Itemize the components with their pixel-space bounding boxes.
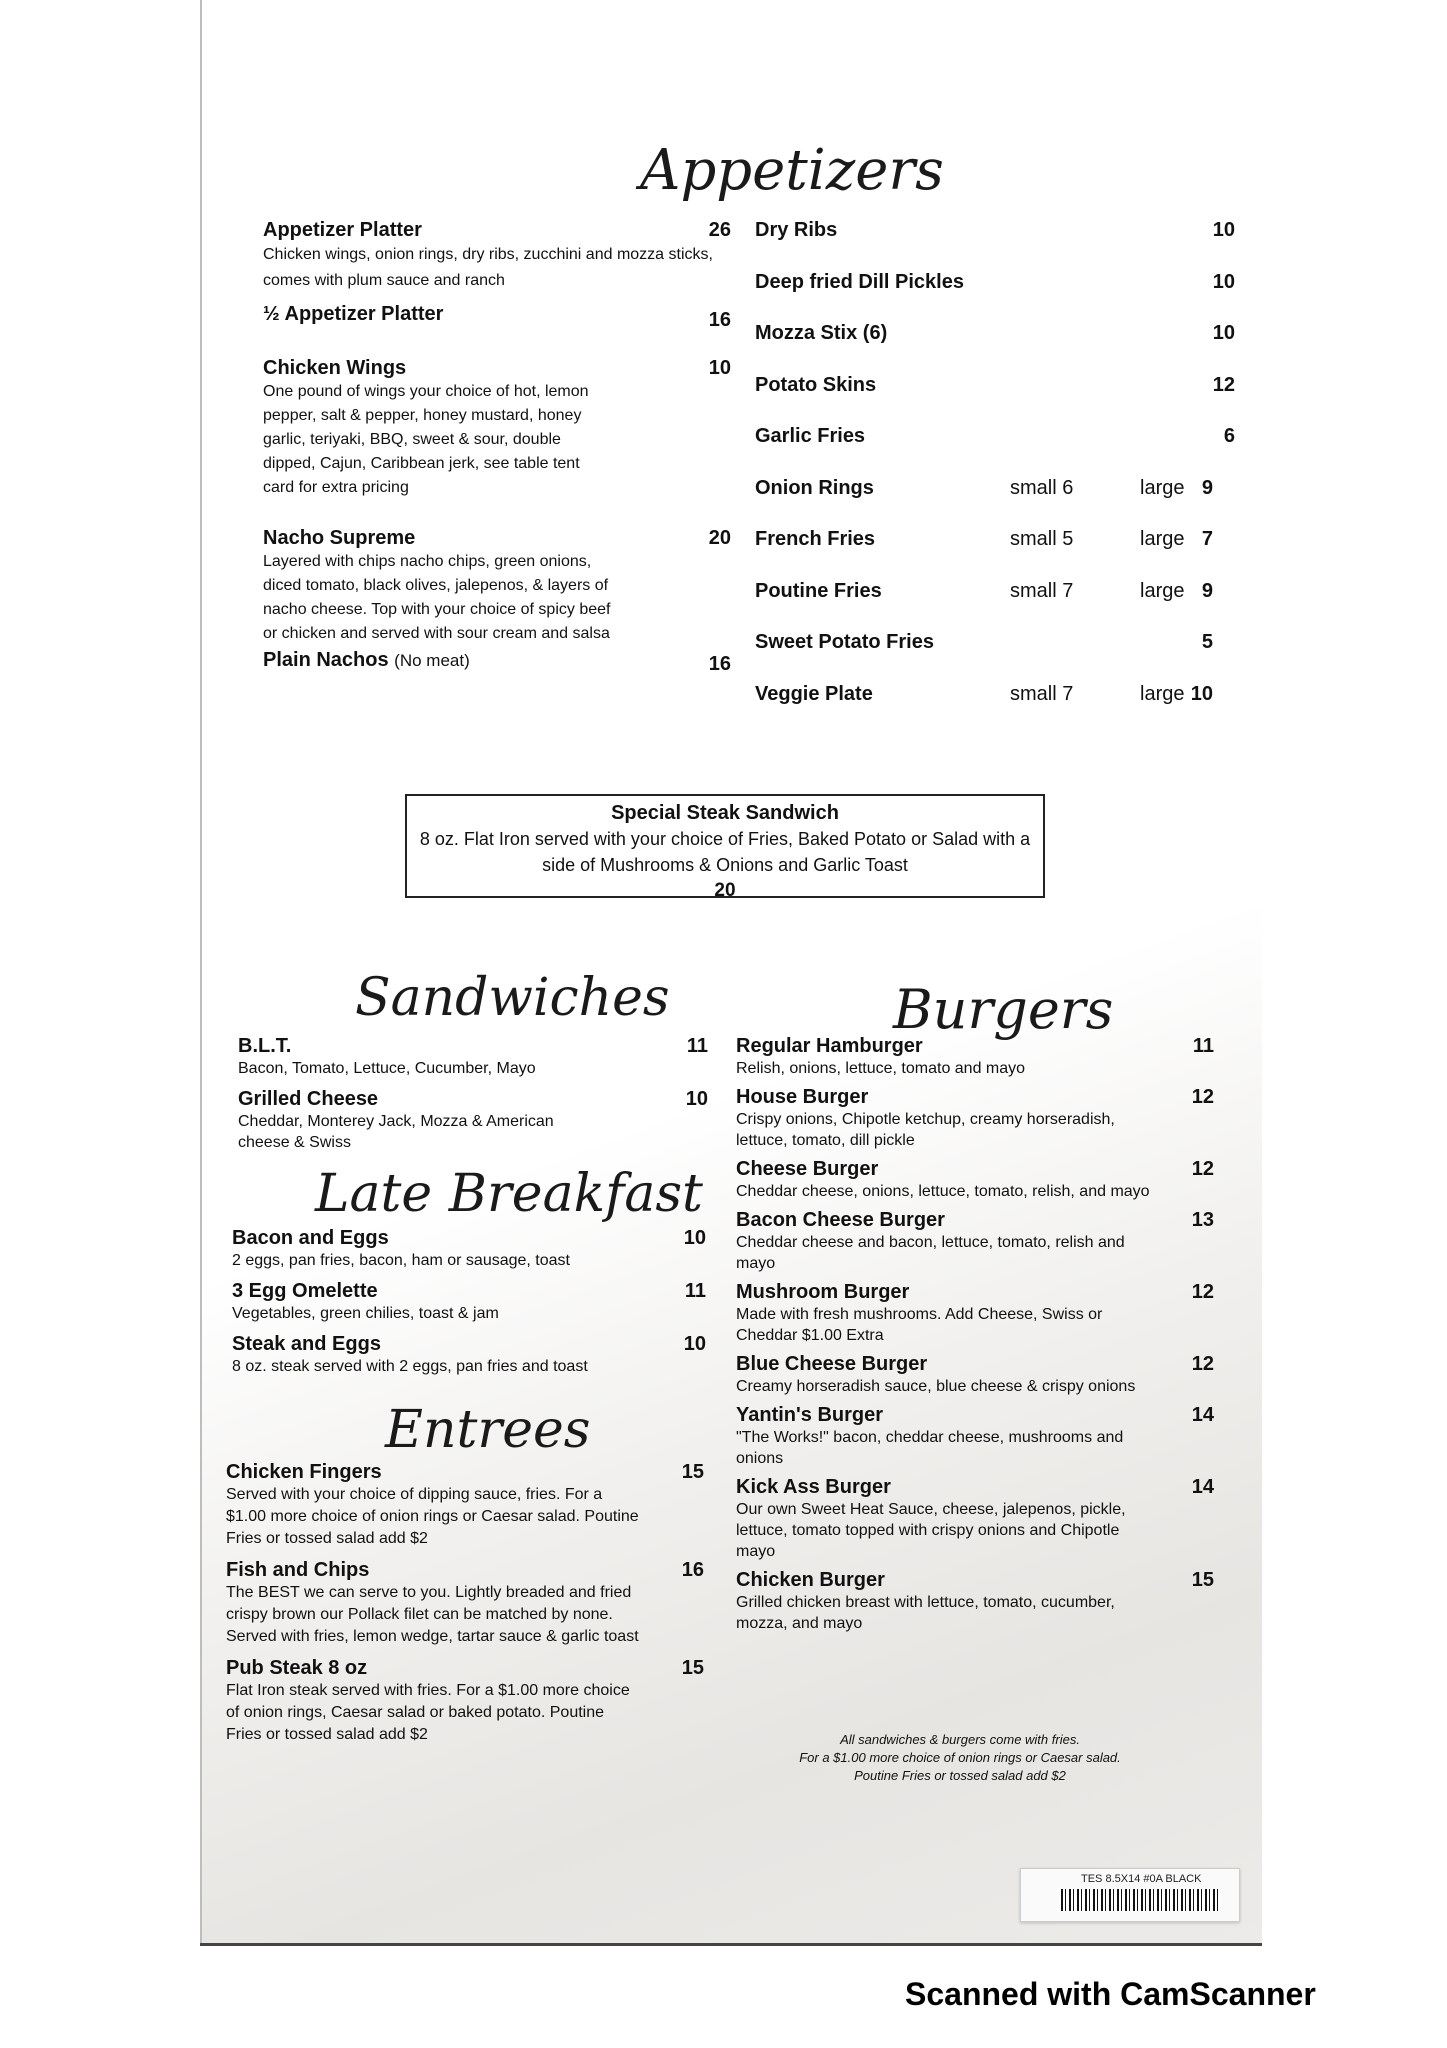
item-name: Yantin's Burger [736, 1404, 884, 1426]
late-breakfast-heading: Late Breakfast [315, 1164, 703, 1224]
appetizers-heading: Appetizers [640, 138, 944, 203]
item-price: 10 [1190, 682, 1213, 705]
appetizer-item [755, 579, 1235, 631]
item-name: Nacho Supreme [263, 527, 416, 549]
appetizer-item [755, 682, 1235, 734]
small-price: small 6 [1010, 476, 1074, 499]
item-price: 14 [1191, 1404, 1214, 1426]
item-description: Cheddar cheese and bacon, lettuce, tomato, relish and mayo [736, 1234, 1125, 1272]
scanner-watermark: Scanned with CamScanner [905, 1976, 1316, 2012]
burger-item [736, 1475, 1214, 1562]
large-label: large [1140, 579, 1185, 602]
item-price: 12 [1191, 1353, 1214, 1375]
item-price: 11 [686, 1035, 708, 1057]
item-name: 3 Egg Omelette [232, 1280, 378, 1302]
item-price: 20 [708, 527, 731, 549]
item-name: Pub Steak 8 oz [226, 1657, 368, 1679]
item-price: 13 [1191, 1209, 1214, 1231]
burger-item [736, 1208, 1214, 1274]
large-label: large [1140, 682, 1185, 705]
barcode-sticker [1020, 1868, 1240, 1922]
item-description: Made with fresh mushrooms. Add Cheese, Swiss or Cheddar $1.00 Extra [736, 1306, 1103, 1344]
item-price: 15 [1191, 1569, 1214, 1591]
item-description: Our own Sweet Heat Sauce, cheese, jalepenos, pickle, lettuce, tomato topped with crispy onions and Chipotle mayo [736, 1501, 1126, 1560]
large-label: large [1140, 528, 1185, 550]
late-breakfast-list [232, 1226, 706, 1385]
entrees-list [226, 1460, 704, 1754]
item-description: One pound of wings your choice of hot, lemon pepper, salt & pepper, honey mustard, honey garlic, teriyaki, BBQ, sweet & sour, double dipped, Cajun, Caribbean jerk, see table tent card for extra pricing [263, 383, 589, 496]
item-price: 12 [1191, 1281, 1214, 1303]
item-description: Flat Iron steak served with fries. For a $1.00 more choice of onion rings, Caesar salad or baked potato. Poutine Fries or tossed salad add $2 [226, 1682, 630, 1743]
item-name: House Burger [736, 1086, 869, 1108]
item-price: 10 [1212, 219, 1235, 241]
appetizer-item [263, 356, 731, 500]
appetizers-left-list [263, 218, 731, 681]
burger-item [736, 1034, 1214, 1079]
item-name: Grilled Cheese [238, 1088, 379, 1110]
item-description: "The Works!" bacon, cheddar cheese, mushrooms and onions [736, 1429, 1124, 1467]
item-name: B.L.T. [238, 1035, 292, 1057]
entree-item [226, 1656, 704, 1746]
sandwich-item [238, 1087, 708, 1153]
item-name: Blue Cheese Burger [736, 1353, 928, 1375]
appetizer-item [755, 527, 1235, 579]
item-description: 2 eggs, pan fries, bacon, ham or sausage, toast [232, 1252, 570, 1269]
appetizer-item [263, 218, 731, 294]
burgers-heading: Burgers [893, 978, 1114, 1041]
item-price: 15 [681, 1657, 704, 1679]
item-description: Bacon, Tomato, Lettuce, Cucumber, Mayo [238, 1060, 536, 1077]
burgers-list [736, 1034, 1214, 1636]
footnote-line: All sandwiches & burgers come with fries. [840, 1732, 1080, 1747]
item-price: 15 [681, 1461, 704, 1483]
appetizers-right-list [755, 218, 1235, 733]
special-steak-box [405, 794, 1045, 901]
sandwiches-heading: Sandwiches [355, 968, 670, 1028]
item-price: 14 [1191, 1476, 1214, 1498]
item-price: 11 [1192, 1035, 1214, 1057]
item-name: Appetizer Platter [263, 219, 422, 241]
footnote-line: Poutine Fries or tossed salad add $2 [854, 1768, 1066, 1783]
item-name: Dry Ribs [755, 219, 838, 241]
special-title: Special Steak Sandwich [611, 802, 839, 824]
appetizer-item [755, 373, 1235, 425]
appetizer-item [755, 424, 1235, 476]
item-name: ½ Appetizer Platter [263, 303, 444, 325]
item-description: Cheddar cheese, onions, lettuce, tomato, relish, and mayo [736, 1183, 1150, 1200]
item-name: Mozza Stix (6) [755, 322, 888, 344]
item-price: 10 [1212, 322, 1235, 344]
item-price: 16 [681, 1559, 704, 1581]
item-description: Chicken wings, onion rings, dry ribs, zucchini and mozza sticks, comes with plum sauce and ranch [263, 246, 713, 289]
item-name: Chicken Fingers [226, 1461, 382, 1483]
item-price: 16 [708, 653, 731, 675]
item-price: 12 [1212, 373, 1235, 396]
item-name: Fish and Chips [226, 1559, 370, 1581]
item-name: Onion Rings [755, 476, 874, 499]
item-name: French Fries [755, 528, 876, 550]
item-name: Cheese Burger [736, 1158, 879, 1180]
item-price: 7 [1201, 528, 1213, 550]
item-note: (No meat) [394, 651, 470, 670]
sandwiches-list [238, 1034, 708, 1161]
item-price: 9 [1201, 579, 1213, 602]
breakfast-item [232, 1279, 706, 1324]
large-label: large [1140, 476, 1185, 499]
burger-item [736, 1352, 1214, 1397]
item-name: Garlic Fries [755, 425, 866, 447]
item-name: Deep fried Dill Pickles [755, 270, 964, 293]
item-description: Grilled chicken breast with lettuce, tomato, cucumber, mozza, and mayo [736, 1594, 1115, 1632]
item-name: Regular Hamburger [736, 1035, 923, 1057]
item-price: 10 [683, 1333, 706, 1355]
burger-item [736, 1157, 1214, 1202]
item-name: Bacon and Eggs [232, 1227, 389, 1249]
item-price: 12 [1191, 1158, 1214, 1180]
appetizer-item [755, 270, 1235, 322]
barcode-icon [1061, 1889, 1221, 1911]
appetizer-item [755, 321, 1235, 373]
sandwich-item [238, 1034, 708, 1079]
item-price: 11 [684, 1280, 706, 1302]
item-description: Vegetables, green chilies, toast & jam [232, 1305, 499, 1322]
item-name: Bacon Cheese Burger [736, 1209, 945, 1231]
item-description: 8 oz. steak served with 2 eggs, pan fries and toast [232, 1358, 588, 1375]
small-price: small 7 [1010, 579, 1074, 602]
burger-footnote [760, 1731, 1160, 1785]
item-price: 9 [1201, 476, 1213, 499]
item-description: Creamy horseradish sauce, blue cheese & crispy onions [736, 1378, 1136, 1395]
breakfast-item [232, 1226, 706, 1271]
barcode-label: TES 8.5X14 #0A BLACK [1081, 1873, 1202, 1885]
item-description: Layered with chips nacho chips, green onions, diced tomato, black olives, jalepenos, & layers of nacho cheese. Top with your choice of spicy beef or chicken and served with sour cream and salsa [263, 553, 611, 642]
item-name: Sweet Potato Fries [755, 631, 934, 653]
item-description: Crispy onions, Chipotle ketchup, creamy horseradish, lettuce, tomato, dill pickle [736, 1111, 1115, 1149]
item-name: Kick Ass Burger [736, 1476, 891, 1498]
item-name: Veggie Plate [755, 682, 873, 705]
appetizer-item [755, 630, 1235, 682]
footnote-line: For a $1.00 more choice of onion rings or Caesar salad. [799, 1750, 1121, 1765]
burger-item [736, 1568, 1214, 1634]
special-price: 20 [714, 880, 736, 901]
item-price: 10 [683, 1227, 706, 1249]
item-description: Served with your choice of dipping sauce, fries. For a $1.00 more choice of onion rings or Caesar salad. Poutine Fries or tossed salad add $2 [226, 1486, 639, 1547]
item-description: Relish, onions, lettuce, tomato and mayo [736, 1060, 1026, 1077]
entree-item [226, 1460, 704, 1550]
appetizer-item [263, 648, 731, 673]
item-name: Steak and Eggs [232, 1333, 381, 1355]
item-price: 10 [685, 1088, 708, 1110]
item-price: 10 [1212, 270, 1235, 293]
small-price: small 7 [1010, 682, 1074, 705]
special-description: 8 oz. Flat Iron served with your choice of Fries, Baked Potato or Salad with a side of Mushrooms & Onions and Garlic Toast [419, 829, 1031, 875]
item-name: Plain Nachos (No meat) [263, 649, 470, 671]
item-name: Poutine Fries [755, 579, 882, 602]
item-price: 6 [1223, 425, 1235, 447]
entrees-heading: Entrees [385, 1400, 591, 1460]
burger-item [736, 1280, 1214, 1346]
item-price: 16 [708, 309, 731, 331]
item-name: Potato Skins [755, 373, 877, 396]
appetizer-item [263, 526, 731, 646]
small-price: small 5 [1010, 528, 1074, 550]
page-edge-line [200, 0, 202, 1945]
item-price: 10 [708, 357, 731, 379]
burger-item [736, 1403, 1214, 1469]
entree-item [226, 1558, 704, 1648]
item-price: 12 [1191, 1086, 1214, 1108]
appetizer-item [755, 218, 1235, 270]
item-price: 26 [708, 219, 731, 241]
page-bottom-line [200, 1943, 1262, 1946]
burger-item [736, 1085, 1214, 1151]
breakfast-item [232, 1332, 706, 1377]
item-name: Chicken Wings [263, 357, 407, 379]
item-name: Chicken Burger [736, 1569, 885, 1591]
appetizer-item [263, 302, 731, 331]
appetizer-item [755, 476, 1235, 528]
item-description: Cheddar, Monterey Jack, Mozza & American cheese & Swiss [238, 1113, 554, 1151]
item-name: Mushroom Burger [736, 1281, 910, 1303]
item-description: The BEST we can serve to you. Lightly breaded and fried crispy brown our Pollack filet can be matched by none. Served with fries, lemon wedge, tartar sauce & garlic toast [226, 1584, 639, 1645]
item-price: 5 [1201, 631, 1213, 653]
